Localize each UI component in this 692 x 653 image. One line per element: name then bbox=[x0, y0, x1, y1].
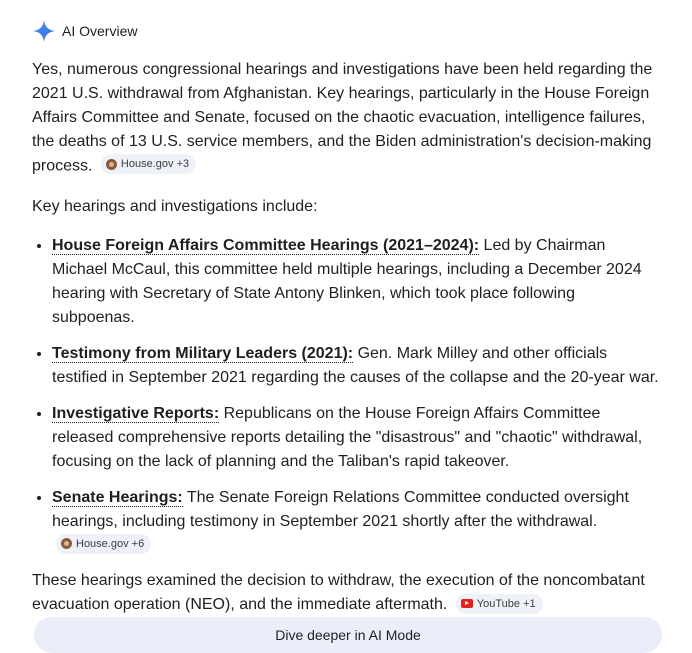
closing-paragraph bbox=[32, 569, 662, 617]
list-item bbox=[52, 341, 662, 390]
list-item-text: Republicans on the House Foreign Affairs Committee released comprehensive reports detailing the "disastrous" and "chaotic" withdrawal, focusing on the lack of planning and the Taliban's rapid takeover. bbox=[52, 404, 643, 470]
list-item bbox=[52, 401, 662, 474]
intro-paragraph bbox=[32, 58, 662, 179]
overview-content bbox=[32, 58, 662, 617]
source-chip-youtube[interactable] bbox=[456, 594, 543, 614]
source-chip-label: House.gov +6 bbox=[76, 537, 145, 550]
list-item-term[interactable]: Investigative Reports: bbox=[52, 404, 220, 422]
youtube-icon bbox=[461, 599, 473, 608]
list-item-text: Gen. Mark Milley and other officials testified in September 2021 regarding the causes of the collapse and the 20-year war. bbox=[52, 344, 659, 386]
source-chip-house-gov[interactable] bbox=[56, 534, 151, 554]
list-item bbox=[52, 233, 662, 330]
house-seal-icon bbox=[106, 159, 117, 170]
list-item-term[interactable]: Senate Hearings: bbox=[52, 488, 183, 506]
list-item-text: Led by Chairman Michael McCaul, this committee held multiple hearings, including a December 2024 hearing with Secretary of State Antony Blinken, which took place following subpoenas. bbox=[52, 236, 642, 326]
closing-text: These hearings examined the decision to withdraw, the execution of the noncombatant evacuation operation (NEO), and the immediate aftermath. bbox=[32, 572, 645, 613]
ai-overview-header bbox=[32, 19, 137, 43]
source-chip-house-gov[interactable] bbox=[101, 154, 196, 174]
intro-text: Yes, numerous congressional hearings and investigations have been held regarding the 2021 U.S. withdrawal from Afghanistan. Key hearings, particularly in the House Foreign Affairs Committee and Senate, focused on the chaotic evacuation, intelligence failures, the deaths of 13 U.S. service members, and the Biden administration's decision-making process. bbox=[32, 61, 653, 175]
dive-deeper-button[interactable]: Dive deeper in AI Mode bbox=[34, 617, 662, 653]
list-item-term[interactable]: House Foreign Affairs Committee Hearings (2021–2024): bbox=[52, 236, 480, 254]
sparkle-icon bbox=[32, 19, 56, 43]
subheading: Key hearings and investigations include: bbox=[32, 197, 318, 215]
source-chip-label: House.gov +3 bbox=[120, 158, 190, 170]
list-item-text: The Senate Foreign Relations Committee conducted oversight hearings, including testimony in September 2021 shortly after the withdrawal. bbox=[52, 488, 629, 530]
hearings-list bbox=[32, 233, 662, 559]
ai-overview-title: AI Overview bbox=[62, 23, 138, 39]
list-item bbox=[52, 485, 662, 559]
source-chip-label: YouTube +1 bbox=[476, 597, 536, 610]
house-seal-icon bbox=[61, 538, 72, 549]
list-item-term[interactable]: Testimony from Military Leaders (2021): bbox=[52, 344, 354, 362]
